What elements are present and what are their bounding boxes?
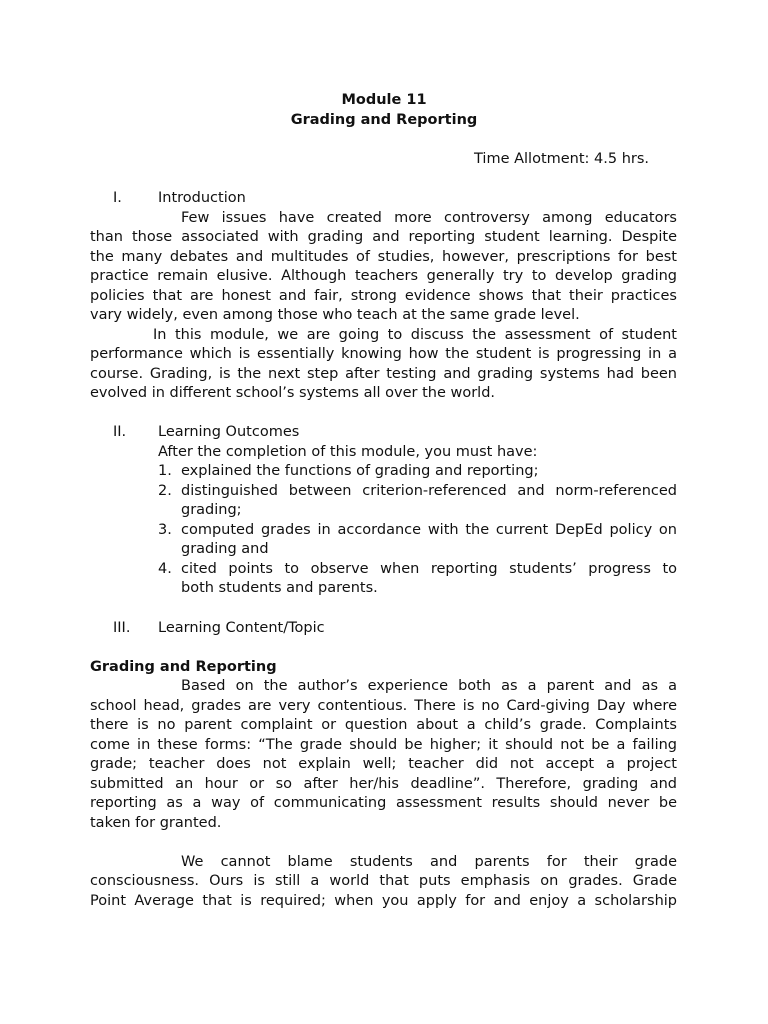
list-number: 1. bbox=[158, 463, 172, 479]
paragraph-line: vary widely, even among those who teach at the same grade level. bbox=[90, 307, 580, 323]
list-item: explained the functions of grading and reporting; bbox=[181, 463, 539, 479]
section-number: II. bbox=[113, 424, 127, 440]
section-number: I. bbox=[113, 190, 122, 206]
list-item: distinguished between criterion-referenced and norm-referenced bbox=[181, 483, 677, 499]
paragraph-line: We cannot blame students and parents for their grade bbox=[181, 854, 677, 870]
paragraph-line: taken for granted. bbox=[90, 815, 222, 831]
paragraph-line: course. Grading, is the next step after testing and grading systems had been bbox=[90, 366, 677, 382]
list-item: computed grades in accordance with the current DepEd policy on bbox=[181, 522, 677, 538]
list-item-continuation: grading; bbox=[181, 502, 242, 518]
list-item-continuation: both students and parents. bbox=[181, 580, 378, 596]
paragraph-line: grade; teacher does not explain well; teacher did not accept a project bbox=[90, 756, 677, 772]
paragraph-line: evolved in different school’s systems all over the world. bbox=[90, 385, 496, 401]
paragraph-line: Based on the author’s experience both as a parent and as a bbox=[181, 678, 677, 694]
paragraph-line: the many debates and multitudes of studies, however, prescriptions for best bbox=[90, 249, 677, 265]
paragraph-line: reporting as a way of communicating assessment results should never be bbox=[90, 795, 677, 811]
paragraph-line: practice remain elusive. Although teachers generally try to develop grading bbox=[90, 268, 677, 284]
paragraph-line: come in these forms: “The grade should be higher; it should not be a failing bbox=[90, 737, 677, 753]
section-number: III. bbox=[113, 620, 131, 636]
paragraph-line: Point Average that is required; when you apply for and enjoy a scholarship bbox=[90, 893, 677, 909]
paragraph-line: submitted an hour or so after her/his deadline”. Therefore, grading and bbox=[90, 776, 677, 792]
module-subtitle: Grading and Reporting bbox=[290, 112, 478, 128]
paragraph-line: there is no parent complaint or question about a child’s grade. Complaints bbox=[90, 717, 677, 733]
paragraph-line: consciousness. Ours is still a world that puts emphasis on grades. Grade bbox=[90, 873, 677, 889]
module-title: Module 11 bbox=[341, 92, 427, 108]
list-item: cited points to observe when reporting students’ progress to bbox=[181, 561, 677, 577]
list-item-continuation: grading and bbox=[181, 541, 269, 557]
topic-heading: Grading and Reporting bbox=[90, 659, 277, 675]
section-title: Learning Content/Topic bbox=[158, 620, 325, 636]
paragraph-line: policies that are honest and fair, strong evidence shows that their practices bbox=[90, 288, 677, 304]
list-number: 4. bbox=[158, 561, 172, 577]
paragraph-line: Few issues have created more controversy among educators bbox=[181, 210, 677, 226]
list-number: 2. bbox=[158, 483, 172, 499]
paragraph-line: school head, grades are very contentious. There is no Card-giving Day where bbox=[90, 698, 677, 714]
section-title: Learning Outcomes bbox=[158, 424, 300, 440]
paragraph-line: than those associated with grading and reporting student learning. Despite bbox=[90, 229, 677, 245]
paragraph-line: In this module, we are going to discuss the assessment of student bbox=[153, 327, 677, 343]
paragraph-line: performance which is essentially knowing how the student is progressing in a bbox=[90, 346, 677, 362]
time-allotment: Time Allotment: 4.5 hrs. bbox=[474, 151, 650, 167]
list-number: 3. bbox=[158, 522, 172, 538]
outcomes-lead: After the completion of this module, you must have: bbox=[158, 444, 538, 460]
section-title: Introduction bbox=[158, 190, 246, 206]
